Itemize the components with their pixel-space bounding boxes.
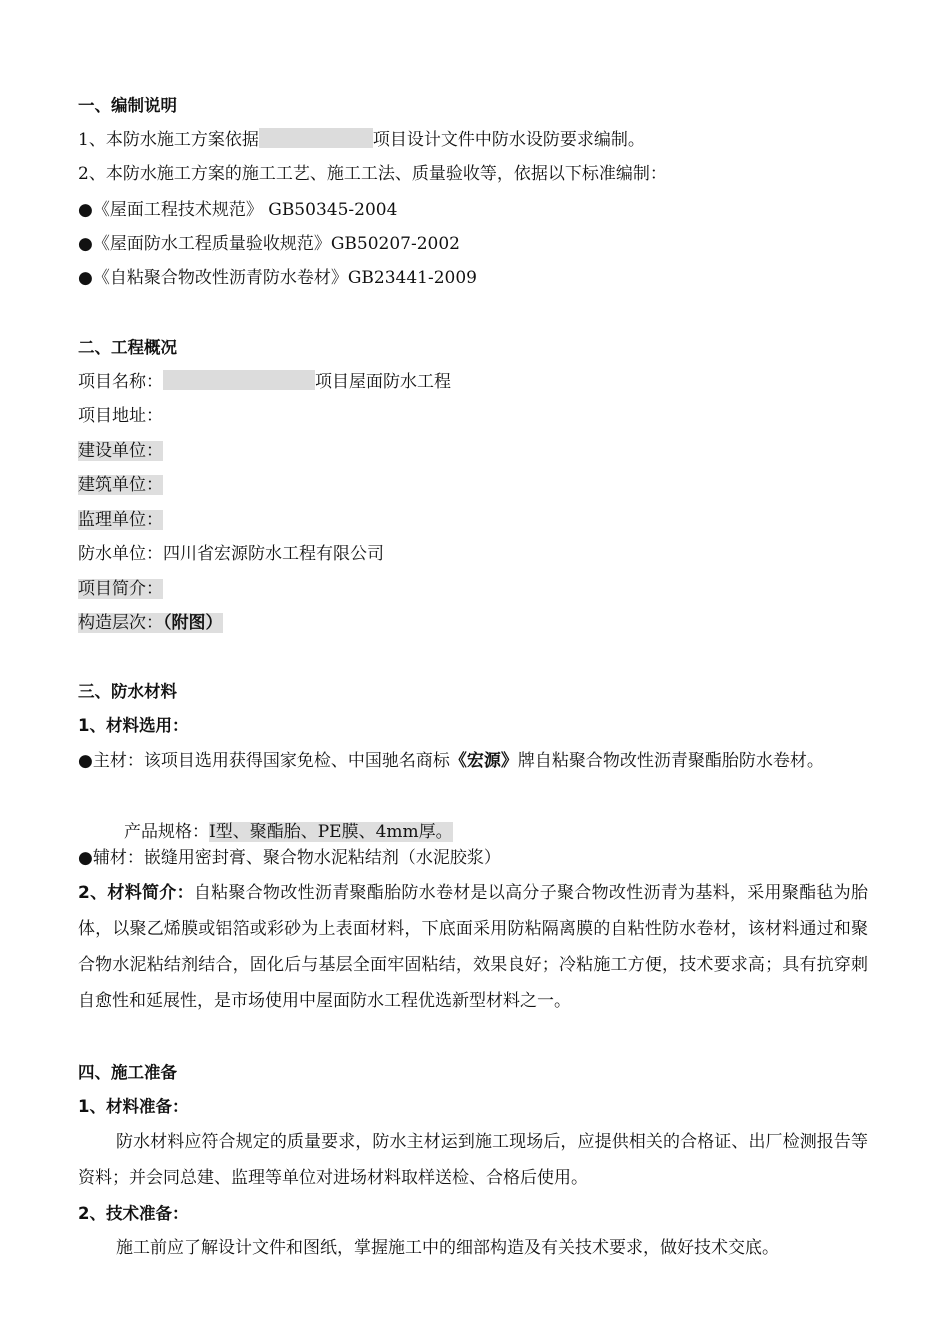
s1-item-1-prefix: 1、本防水施工方案依据 [78,130,259,150]
section-heading-1: 一、编制说明 [78,96,177,115]
standard-2: ●《屋面防水工程质量验收规范》GB50207-2002 [78,234,460,254]
redacted-project-name-value [163,370,315,390]
s4-para-2: 施工前应了解设计文件和图纸，掌握施工中的细部构造及有关技术要求，做好技术交底。 [116,1238,779,1258]
builder-row [78,439,163,463]
waterproof-unit: 防水单位：四川省宏源防水工程有限公司 [78,544,384,564]
intro-label: 项目简介： [78,579,163,599]
main-material [78,743,868,779]
section-heading-2: 二、工程概况 [78,338,177,357]
layers-row [78,611,223,635]
s4-sub-2: 2、技术准备： [78,1204,189,1223]
material-intro-label: 2、材料简介： [78,883,194,903]
s1-item-2: 2、本防水施工方案的施工工艺、施工工法、质量验收等，依据以下标准编制： [78,164,667,184]
project-address-label: 项目地址： [78,406,163,426]
construction-label: 建筑单位： [78,475,163,495]
aux-material: ●辅材：嵌缝用密封膏、聚合物水泥粘结剂（水泥胶浆） [78,848,501,868]
section-heading-3: 三、防水材料 [78,682,177,701]
project-name-label: 项目名称： [78,372,163,392]
construction-row [78,473,163,497]
project-name-suffix: 项目屋面防水工程 [315,372,451,392]
project-name-row [78,370,451,394]
standard-1: ●《屋面工程技术规范》 GB50345-2004 [78,200,398,220]
material-intro-text: 自粘聚合物改性沥青聚酯胎防水卷材是以高分子聚合物改性沥青为基料，采用聚酯毡为胎体，以聚乙烯膜或铝箔或彩砂为上表面材料，下底面采用防粘隔离膜的自粘性防水卷材，该材料通过和聚合物水泥粘结剂结合，固化后与基层全面牢固粘结，效果良好；冷粘施工方便，技术要求高；具有抗穿刺自愈性和延展性，是市场使用中屋面防水工程优选新型材料之一。 [78,883,868,1011]
supervisor-label: 监理单位： [78,510,163,530]
layers-attach: （附图） [163,613,223,633]
s1-item-1-suffix: 项目设计文件中防水设防要求编制。 [372,130,645,150]
builder-label: 建设单位： [78,441,163,461]
s3-sub-1: 1、材料选用： [78,716,189,735]
s4-sub-1: 1、材料准备： [78,1097,189,1116]
main-material-prefix: ●主材：该项目选用获得国家免检、中国驰名商标 [78,751,450,771]
intro-row [78,577,163,601]
supervisor-row [78,508,163,532]
layers-label: 构造层次： [78,613,163,633]
section-heading-4: 四、施工准备 [78,1063,177,1082]
standard-3: ●《自粘聚合物改性沥青防水卷材》GB23441-2009 [78,268,477,288]
material-intro [78,875,868,1019]
s1-item-1 [78,128,645,152]
spec-label: 产品规格： [124,822,209,842]
s4-para-1: 防水材料应符合规定的质量要求，防水主材运到施工现场后，应提供相关的合格证、出厂检测报告等资料；并会同总建、监理等单位对进场材料取样送检、合格后使用。 [78,1132,868,1188]
spec-value: Ⅰ型、聚酯胎、PE膜、4mm厚。 [209,822,453,842]
main-material-brand: 《宏源》 [449,751,518,771]
main-material-suffix: 牌自粘聚合物改性沥青聚酯胎防水卷材。 [517,751,824,771]
product-spec [124,820,453,844]
redacted-project-name [259,128,373,148]
